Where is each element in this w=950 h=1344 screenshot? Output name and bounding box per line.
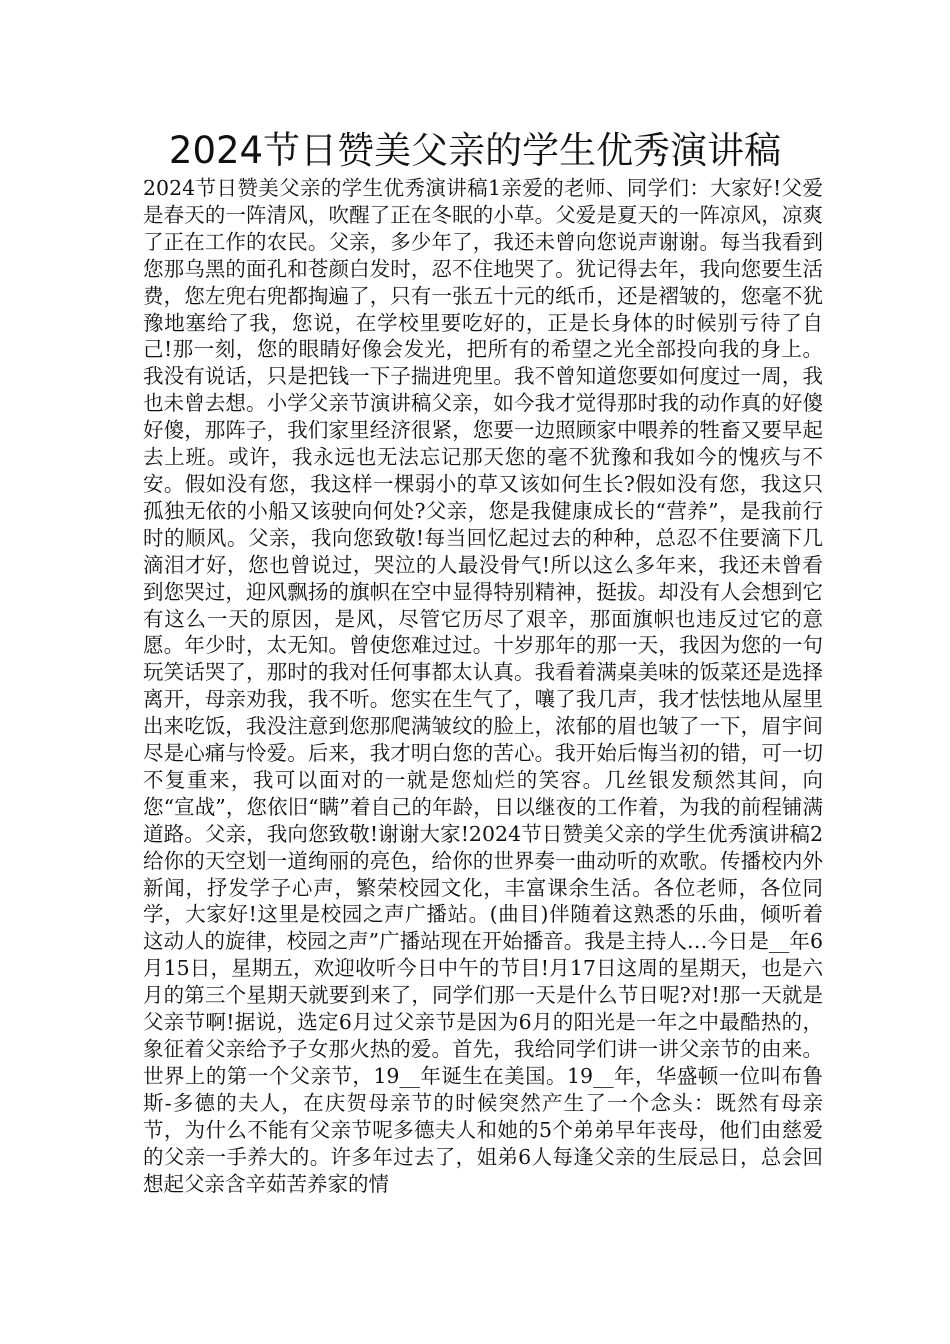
document-body: 2024节日赞美父亲的学生优秀演讲稿1亲爱的老师、同学们：大家好!父爱是春天的一阵清风，吹醒了正在冬眠的小草。父爱是夏天的一阵凉风，凉爽了正在工作的农民。父亲，多少年了，我还未曾向您说声谢谢。每当我看到您那乌黑的面孔和苍颜白发时，忍不住地哭了。犹记得去年，我向您要生活费，您左兜右兜都掏遍了，只有一张五十元的纸币，还是褶皱的，您毫不犹豫地塞给了我，您说，在学校里要吃好的，正是长身体的时候别亏待了自己!那一刻，您的眼睛好像会发光，把所有的希望之光全部投向我的身上。我没有说话，只是把钱一下子揣进兜里。我不曾知道您要如何度过一周，我也未曾去想。小学父亲节演讲稿父亲，如今我才觉得那时我的动作真的好傻好傻，那阵子，我们家里经济很紧，您要一边照顾家中喂养的牲畜又要早起去上班。或许，我永远也无法忘记那天您的毫不犹豫和我如今的愧疚与不安。假如没有您，我这样一棵弱小的草又该如何生长?假如没有您，我这只孤独无依的小船又该驶向何处?父亲，您是我健康成长的“营养”，是我前行时的顺风。父亲，我向您致敬!每当回忆起过去的种种，总忍不住要滴下几滴泪才好，您也曾说过，哭泣的人最没骨气!所以这么多年来，我还未曾看到您哭过，迎风飘扬的旗帜在空中显得特别精神，挺拔。却没有人会想到它有这么一天的原因，是风，尽管它历尽了艰辛，那面旗帜也违反过它的意愿。年少时，太无知。曾使您难过过。十岁那年的那一天，我因为您的一句玩笑话哭了，那时的我对任何事都太认真。我看着满桌美味的饭菜还是选择离开，母亲劝我，我不听。您实在生气了，嚷了我几声，我才怯怯地从屋里出来吃饭，我没注意到您那爬满皱纹的脸上，浓郁的眉也皱了一下，眉宇间尽是心痛与怜爱。后来，我才明白您的苦心。我开始后悔当初的错，可一切不复重来，我可以面对的一就是您灿烂的笑容。几丝银发颓然其间，向您“宣战”，您依旧“瞒”着自己的年龄，日以继夜的工作着，为我的前程铺满道路。父亲，我向您致敬!谢谢大家!2024节日赞美父亲的学生优秀演讲稿2给你的天空划一道绚丽的亮色，给你的世界奏一曲动听的欢歌。传播校内外新闻，抒发学子心声，繁荣校园文化，丰富课余生活。各位老师，各位同学，大家好!这里是校园之声广播站。(曲目)伴随着这熟悉的乐曲，倾听着这动人的旋律，校园之声”广播站现在开始播音。我是主持人…今日是__年6月15日，星期五，欢迎收听今日中午的节目!月17日这周的星期天，也是六月的第三个星期天就要到来了，同学们那一天是什么节日呢?对!那一天就是父亲节啊!据说，选定6月过父亲节是因为6月的阳光是一年之中最酷热的，象征着父亲给予子女那火热的爱。首先，我给同学们讲一讲父亲节的由来。世界上的第一个父亲节，19__年诞生在美国。19__年，华盛顿一位叫布鲁斯-多德的夫人，在庆贺母亲节的时候突然产生了一个念头：既然有母亲节，为什么不能有父亲节呢多德夫人和她的5个弟弟早年丧母，他们由慈爱的父亲一手养大的。许多年过去了，姐弟6人每逢父亲的生辰忌日，总会回想起父亲含辛茹苦养家的情 (143, 176, 823, 1196)
document-title: 2024节日赞美父亲的学生优秀演讲稿 (168, 129, 782, 172)
